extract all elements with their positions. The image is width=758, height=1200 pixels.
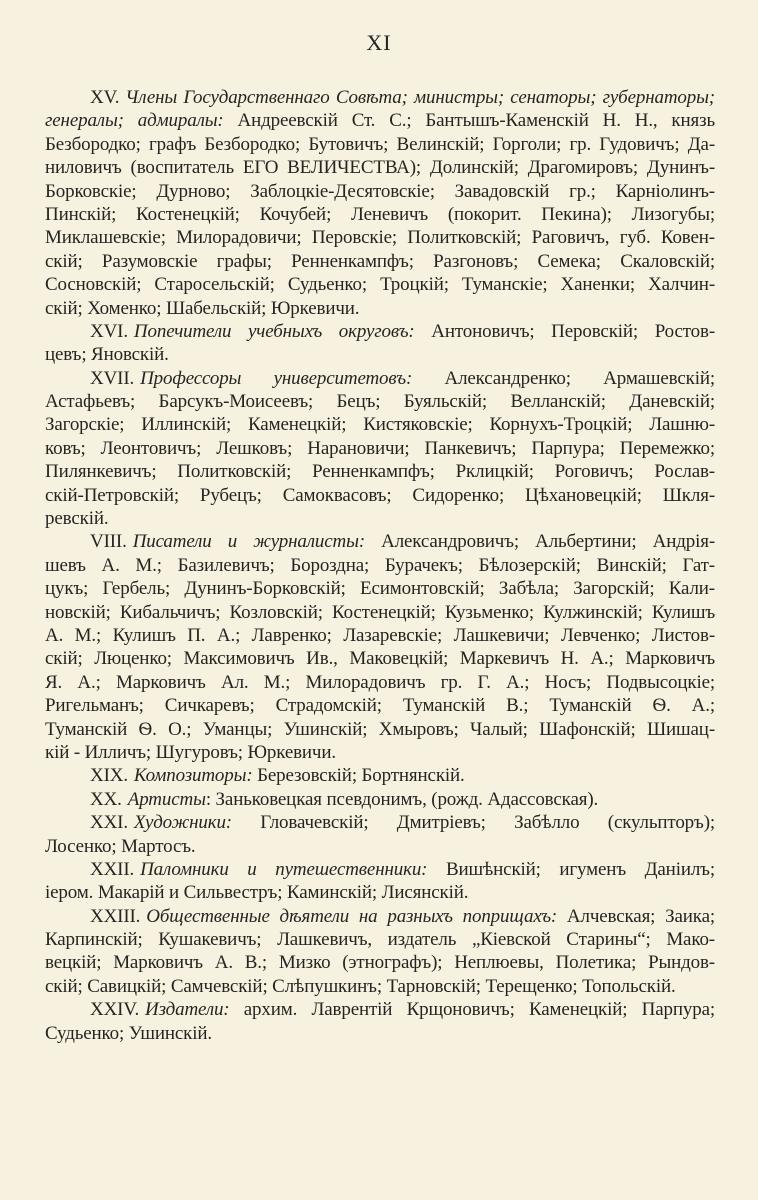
section-numeral: XX. [90, 788, 122, 810]
section-text: Андреевскій Ст. С.; Бантышъ-Каменскій Н. Н., князь [223, 110, 715, 132]
section-text: цукъ; Гербель; Дунинъ-Борковскій; Есимонтовскій; Забѣла; Загорскій; Кали- [45, 578, 715, 600]
section-text: вецкій; Марковичъ А. В.; Мизко (этнографъ); Неплюевы, Полетика; Рындов- [45, 952, 715, 974]
section-heading: генералы; адмиралы: [45, 110, 224, 132]
section-line [45, 741, 715, 764]
section-first-line [45, 811, 715, 834]
document-body [45, 86, 715, 1045]
section-line [45, 109, 715, 132]
section-numeral: VIII. [90, 531, 127, 553]
section-text: Борковскіе; Дурново; Заблоцкіе-Десятовскіе; Завадовскій гр.; Карніолинъ- [45, 180, 715, 202]
section-text: скій; Савицкій; Самчевскій; Слѣпушкинъ; Тарновскій; Терещенко; Топольскій. [45, 975, 676, 997]
section-numeral: XXIII. [90, 905, 141, 927]
section-first-line [45, 905, 715, 928]
section-line [45, 835, 715, 858]
section-numeral: XXI. [90, 812, 128, 834]
section-line [45, 647, 715, 670]
section-line [45, 390, 715, 413]
section-text: Пинскій; Костенецкій; Кочубей; Леневичъ (покорит. Пекина); Лизогубы; [45, 203, 715, 225]
section-text: Безбородко; графъ Безбородко; Бутовичъ; Велинскій; Горголи; гр. Гудовичъ; Да- [45, 133, 715, 155]
section-text: скій-Петровскій; Рубецъ; Самоквасовъ; Сидоренко; Цѣхановецкій; Шкля- [45, 484, 715, 506]
section-line [45, 226, 715, 249]
section-line [45, 624, 715, 647]
section-line [45, 437, 715, 460]
section-text: шевъ А. М.; Базилевичъ; Бороздна; Бурачекъ; Бѣлозерскій; Винскій; Гат- [45, 554, 715, 576]
section-numeral: XIX. [90, 765, 128, 787]
section-line [45, 413, 715, 436]
section-text: Я. А.; Марковичъ Ал. М.; Милорадовичъ гр. Г. А.; Носъ; Подвысоцкіе; [45, 671, 715, 693]
section-first-line [45, 858, 715, 881]
section-text: скій; Разумовскіе графы; Ренненкампфъ; Разгоновъ; Семека; Скаловскій; [45, 250, 715, 272]
section-text: ниловичъ (воспитатель ЕГО ВЕЛИЧЕСТВА); Долинскій; Драгомировъ; Дунинъ- [45, 157, 715, 179]
section-text: Миклашевскіе; Милорадовичи; Перовскіе; Политковскій; Раговичъ, губ. Ковен- [45, 227, 715, 249]
section-text: : Заньковецкая псевдонимъ, (рожд. Адассовская). [205, 788, 599, 810]
section-first-line [45, 530, 715, 553]
section-text: Александренко; Армашевскій; [412, 367, 715, 389]
section-line [45, 671, 715, 694]
section-text: ковъ; Леонтовичъ; Лешковъ; Нарановичи; Панкевичъ; Парпура; Перемежко; [45, 437, 715, 459]
section-line [45, 297, 715, 320]
section-heading: Профессоры университетовъ: [140, 367, 413, 389]
section-first-line [45, 367, 715, 390]
section-text: Вишѣнскій; игуменъ Даніилъ; [427, 858, 715, 880]
section-text: Антоновичъ; Перовскій; Ростов- [414, 320, 715, 342]
section-line [45, 975, 715, 998]
section-heading: Общественные дѣятели на разныхъ поприщахъ: [146, 905, 558, 927]
section-text: Астафьевъ; Барсукъ-Моисеевъ; Бецъ; Буяльскій; Велланскій; Даневскій; [45, 391, 715, 413]
section-line [45, 718, 715, 741]
section-text: кій - Илличъ; Шугуровъ; Юркевичи. [45, 741, 336, 763]
section-text: Ригельманъ; Сичкаревъ; Страдомскій; Туманскій В.; Туманскій Ѳ. А.; [45, 695, 715, 717]
section-text: Судьенко; Ушинскій. [45, 1022, 212, 1044]
section-numeral: XXIV. [90, 999, 140, 1021]
section-line [45, 881, 715, 904]
section-text: Сосновскій; Старосельскій; Судьенко; Троцкій; Туманскіе; Ханенки; Халчин- [45, 274, 715, 296]
section-heading: Писатели и журналисты: [132, 531, 365, 553]
section-line [45, 460, 715, 483]
section-line [45, 577, 715, 600]
section-line [45, 601, 715, 624]
section-text: цевъ; Яновскій. [45, 344, 169, 366]
section-numeral: XVI. [90, 320, 128, 342]
section-text: А. М.; Кулишъ П. А.; Лавренко; Лазаревскіе; Лашкевичи; Левченко; Листов- [45, 624, 715, 646]
section-line [45, 133, 715, 156]
section-text: Березовскій; Бортнянскій. [252, 765, 465, 787]
section-numeral: XV. [90, 87, 120, 108]
section-numeral: XVII. [90, 367, 135, 389]
section-numeral: XXII. [90, 858, 135, 880]
section-text: Алчевская; Заика; [557, 905, 715, 927]
section-line [45, 273, 715, 296]
section-line [45, 951, 715, 974]
section-heading: Художники: [133, 812, 232, 834]
section-heading: Попечители учебныхъ округовъ: [133, 320, 415, 342]
section-text: скій; Хоменко; Шабельскій; Юркевичи. [45, 297, 360, 319]
section-text: Туманскій Ѳ. О.; Уманцы; Ушинскій; Хмыровъ; Чалый; Шафонскій; Шишац- [45, 718, 715, 740]
section-first-line [45, 788, 715, 811]
section-line [45, 343, 715, 366]
section-text: архим. Лаврентій Крщоновичъ; Каменецкій; Парпура; [229, 999, 715, 1021]
section-heading: Издатели: [145, 999, 230, 1021]
section-text: Карпинскій; Кушакевичъ; Лашкевичъ, издатель „Кіевской Старины“; Мако- [45, 929, 715, 951]
section-line [45, 507, 715, 530]
section-first-line [45, 764, 715, 787]
section-text: Загорскіе; Иллинскій; Каменецкій; Кистяковскіе; Корнухъ-Троцкій; Лашню- [45, 414, 715, 436]
section-text: Лосенко; Мартосъ. [45, 835, 196, 857]
section-text: Гловачевскій; Дмитріевъ; Забѣлло (скульпторъ); [231, 812, 715, 834]
section-heading: Члены Государственнаго Совѣта; министры; сенаторы; губернаторы; [125, 87, 715, 108]
section-line [45, 250, 715, 273]
section-heading: Паломники и путешественники: [140, 858, 428, 880]
section-first-line [45, 998, 715, 1021]
section-text: новскій; Кибальчичъ; Козловскій; Костенецкій; Кузьменко; Кулжинскій; Кулишъ [45, 601, 715, 623]
section-line [45, 1022, 715, 1045]
section-first-line [45, 320, 715, 343]
section-line [45, 694, 715, 717]
section-text: Александровичъ; Альбертини; Андрія- [365, 531, 715, 553]
section-line [45, 928, 715, 951]
section-heading: Композиторы: [133, 765, 253, 787]
section-line [45, 484, 715, 507]
section-line [45, 156, 715, 179]
section-line [45, 180, 715, 203]
section-text: іером. Макарій и Сильвестръ; Каминскій; Лисянскій. [45, 882, 469, 904]
section-first-line [45, 86, 715, 109]
section-text: скій; Люценко; Максимовичъ Ив., Маковецкій; Маркевичъ Н. А.; Марковичъ [45, 648, 715, 670]
section-line [45, 203, 715, 226]
page-number: XI [366, 30, 392, 55]
section-text: ревскій. [45, 508, 109, 530]
section-text: Пилянкевичъ; Политковскій; Ренненкампфъ; Рклицкій; Роговичъ; Рослав- [45, 461, 715, 483]
section-line [45, 554, 715, 577]
section-heading: Артисты [127, 788, 206, 810]
